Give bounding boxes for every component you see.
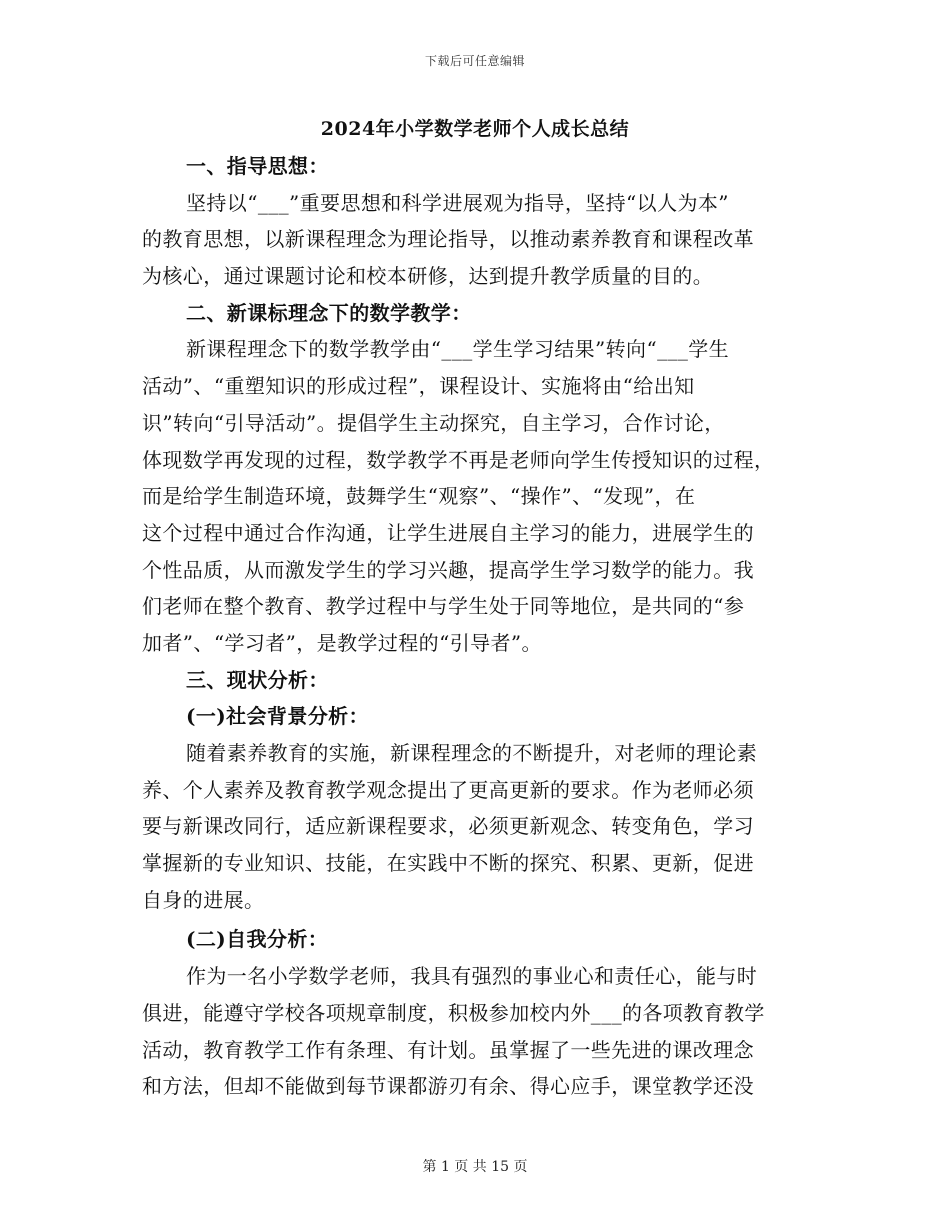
subsection-heading-social-background: (一)社会背景分析： xyxy=(186,704,369,729)
section-heading-status-analysis: 三、现状分析： xyxy=(186,667,329,692)
paragraph-line: 新课程理念下的数学教学由“___学生学习结果”转向“___学生 xyxy=(186,337,730,362)
paragraph-line: 们老师在整个教育、教学过程中与学生处于同等地位，是共同的“参 xyxy=(142,594,745,619)
paragraph-line: 和方法，但却不能做到每节课都游刃有余、得心应手，课堂教学还没 xyxy=(142,1074,754,1099)
subsection-heading-self-analysis: (二)自我分析： xyxy=(186,927,329,952)
paragraph-line: 而是给学生制造环境，鼓舞学生“观察”、“操作”、“发现”，在 xyxy=(142,484,696,509)
section-heading-guiding-ideology: 一、指导思想： xyxy=(186,154,329,178)
paragraph-line: 坚持以“___”重要思想和科学进展观为指导，坚持“以人为本” xyxy=(186,190,729,215)
paragraph-line: 加者”、“学习者”，是教学过程的“引导者”。 xyxy=(142,630,542,655)
page-header-note: 下载后可任意编辑 xyxy=(424,54,525,68)
page-number-footer: 第 1 页 共 15 页 xyxy=(422,1159,528,1175)
paragraph-line: 的教育思想，以新课程理念为理论指导，以推动素养教育和课程改革 xyxy=(142,227,754,252)
paragraph-line: 自身的进展。 xyxy=(142,887,265,912)
paragraph-line: 体现数学再发现的过程，数学教学不再是老师向学生传授知识的过程， xyxy=(142,447,775,472)
document-title: 2024年小学数学老师个人成长总结 xyxy=(320,118,630,140)
paragraph-line: 要与新课改同行，适应新课程要求，必须更新观念、转变角色，学习 xyxy=(142,814,754,839)
paragraph-line: 这个过程中通过合作沟通，让学生进展自主学习的能力，进展学生的 xyxy=(142,520,754,545)
paragraph-line: 活动”、“重塑知识的形成过程”，课程设计、实施将由“给出知 xyxy=(142,374,695,399)
paragraph-line: 随着素养教育的实施，新课程理念的不断提升，对老师的理论素 xyxy=(186,741,758,765)
paragraph-line: 俱进，能遵守学校各项规章制度，积极参加校内外___的各项教育教学 xyxy=(142,1000,765,1025)
paragraph-line: 养、个人素养及教育教学观念提出了更高更新的要求。作为老师必须 xyxy=(142,777,754,802)
paragraph-line: 识”转向“引导活动”。提倡学生主动探究，自主学习，合作讨论， xyxy=(142,410,725,435)
paragraph-line: 掌握新的专业知识、技能，在实践中不断的探究、积累、更新，促进 xyxy=(142,851,754,876)
document-body xyxy=(142,148,804,1105)
section-heading-new-curriculum-math: 二、新课标理念下的数学教学： xyxy=(186,300,472,325)
paragraph-line: 活动，教育教学工作有条理、有计划。虽掌握了一些先进的课改理念 xyxy=(142,1037,754,1062)
paragraph-line: 为核心，通过课题讨论和校本研修，达到提升教学质量的目的。 xyxy=(142,264,714,289)
paragraph-line: 作为一名小学数学老师，我具有强烈的事业心和责任心，能与时 xyxy=(186,964,758,989)
paragraph-line: 个性品质，从而激发学生的学习兴趣，提高学生学习数学的能力。我 xyxy=(142,557,754,582)
